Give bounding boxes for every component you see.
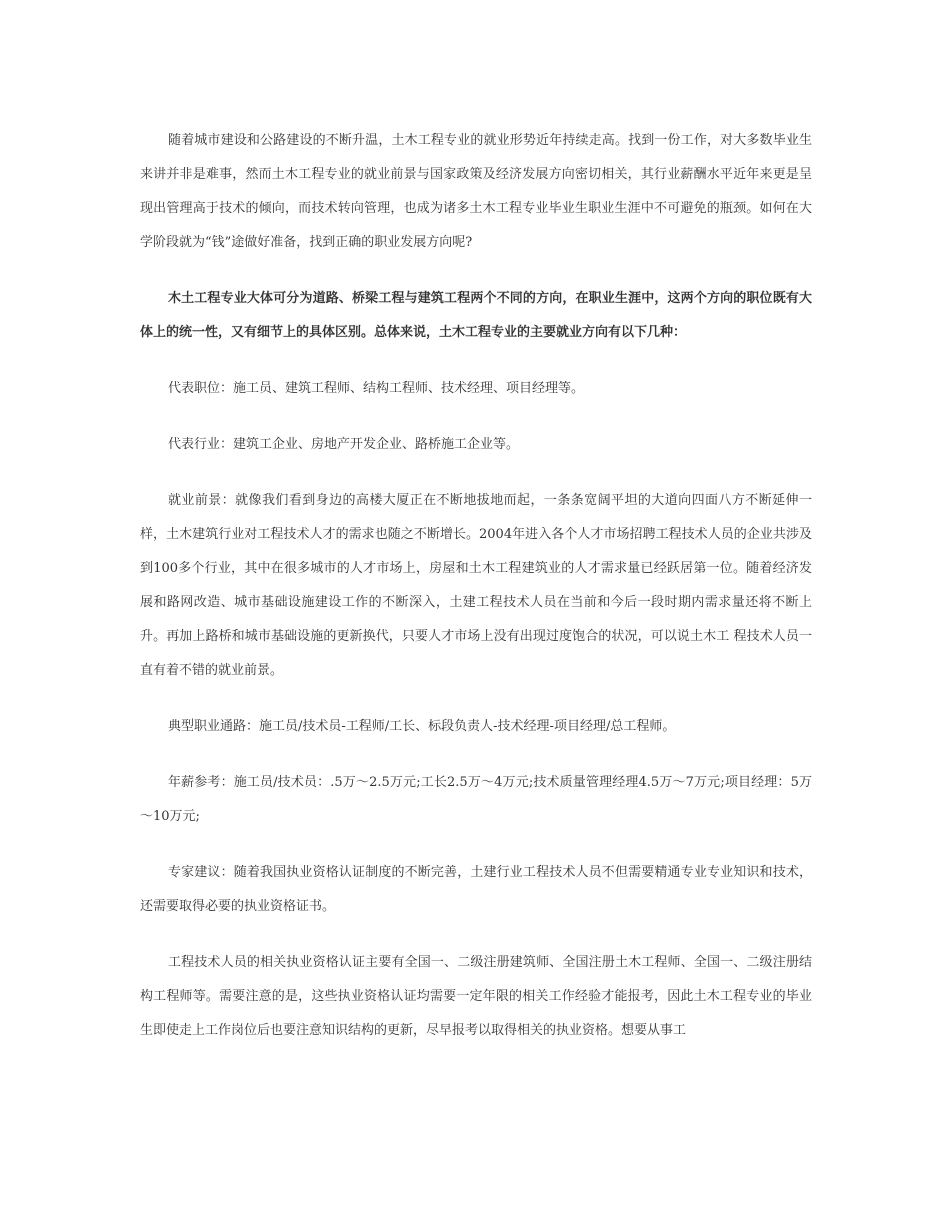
- paragraph-positions: 代表职位：施工员、建筑工程师、结构工程师、技术经理、项目经理等。: [168, 381, 585, 396]
- paragraph-certifications: 工程技术人员的相关执业资格认证主要有全国一、二级注册建筑师、全国注册土木工程师、全国一、二级注册结构工程师等。需要注意的是，这些执业资格认证均需要一定年限的相关工作经验才能报考，因此土木工程专业的毕业生即使走上工作岗位后也要注意知识结构的更新，尽早报考以取得相关的执业资格。想要从事工: [140, 955, 812, 1038]
- paragraph-advice: 专家建议：随着我国执业资格认证制度的不断完善，土建行业工程技术人员不但需要精通专业专业知识和技术，还需要取得必要的执业资格证书。: [140, 865, 812, 914]
- paragraph-directions: 木土工程专业大体可分为道路、桥梁工程与建筑工程两个不同的方向，在职业生涯中，这两个方向的职位既有大体上的统一性，又有细节上的具体区别。总体来说，土木工程专业的主要就业方向有以下几种：: [140, 291, 812, 340]
- paragraph-salary: 年薪参考：施工员/技术员：.5万～2.5万元;工长2.5万～4万元;技术质量管理经理4.5万～7万元;项目经理：5万～10万元;: [140, 775, 812, 824]
- paragraph-industries: 代表行业：建筑工企业、房地产开发企业、路桥施工企业等。: [168, 437, 520, 452]
- paragraph-intro: 随着城市建设和公路建设的不断升温，土木工程专业的就业形势近年持续走高。找到一份工作，对大多数毕业生来讲并非是难事，然而土木工程专业的就业前景与国家政策及经济发展方向密切相关，其行业薪酬水平近年来更是呈现出管理高于技术的倾向，而技术转向管理，也成为诸多土木工程专业毕业生职业生涯中不可避免的瓶颈。如何在大学阶段就为“钱”途做好准备，找到正确的职业发展方向呢?: [140, 133, 812, 250]
- paragraph-prospects: 就业前景：就像我们看到身边的高楼大厦正在不断地拔地而起，一条条宽阔平坦的大道向四面八方不断延伸一样，土木建筑行业对工程技术人才的需求也随之不断增长。2004年进入各个人才市场招聘工程技术人员的企业共涉及到100多个行业，其中在很多城市的人才市场上，房屋和土木工程建筑业的人才需求量已经跃居第一位。随着经济发展和路网改造、城市基础设施建设工作的不断深入，土建工程技术人员在当前和今后一段时期内需求量还将不断上升。再加上路桥和城市基础设施的更新换代，只要人才市场上没有出现过度饱合的状况，可以说土木工 程技术人员一直有着不错的就业前景。: [140, 493, 812, 678]
- paragraph-career-path: 典型职业通路：施工员/技术员-工程师/工长、标段负责人-技术经理-项目经理/总工程师。: [168, 719, 676, 734]
- document-page: [140, 124, 812, 1070]
